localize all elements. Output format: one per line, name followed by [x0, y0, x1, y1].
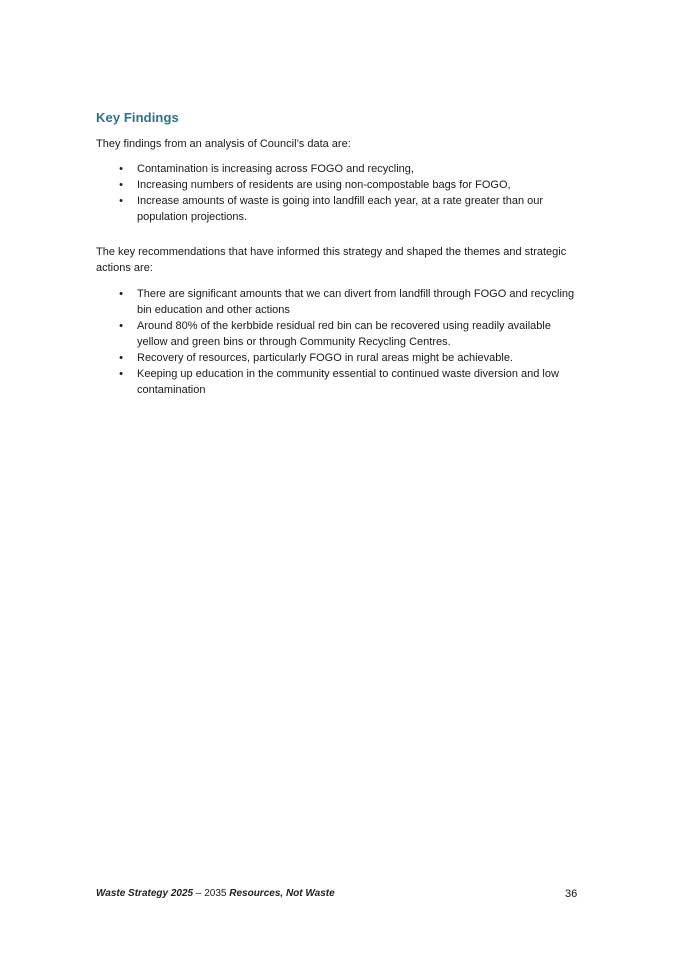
list-item — [96, 177, 576, 193]
finding-text: Increasing numbers of residents are using non-compostable bags for FOGO, — [137, 179, 511, 191]
finding-text: Contamination is increasing across FOGO and recycling, — [137, 163, 414, 175]
bullet-icon: • — [119, 320, 123, 332]
bullet-icon: • — [119, 195, 123, 207]
footer-title-part2: Resources, Not Waste — [229, 888, 335, 899]
recommendation-text: Keeping up education in the community essential to continued waste diversion and low contamination — [137, 368, 559, 396]
findings-intro: They findings from an analysis of Council’s data are: — [96, 138, 351, 150]
finding-text: Increase amounts of waste is going into landfill each year, at a rate greater than our population projections. — [137, 195, 544, 223]
recommendations-list — [96, 286, 576, 398]
footer-title — [96, 888, 335, 899]
footer-title-separator: – 2035 — [193, 888, 230, 899]
bullet-icon: • — [119, 163, 123, 175]
bullet-icon: • — [119, 288, 123, 300]
list-item — [96, 366, 576, 398]
list-item — [96, 286, 576, 318]
bullet-icon: • — [119, 368, 123, 380]
findings-list — [96, 161, 576, 225]
list-item — [96, 318, 576, 350]
bullet-icon: • — [119, 352, 123, 364]
recommendation-text: There are significant amounts that we can divert from landfill through FOGO and recycling bin education and other actions — [137, 288, 575, 316]
bullet-icon: • — [119, 179, 123, 191]
recommendations-intro: The key recommendations that have informed this strategy and shaped the themes and strategic actions are: — [96, 246, 567, 274]
list-item — [96, 193, 576, 225]
recommendation-text: Around 80% of the kerbbide residual red bin can be recovered using readily available yellow and green bins or through Community Recycling Centres. — [137, 320, 551, 348]
recommendation-text: Recovery of resources, particularly FOGO in rural areas might be achievable. — [137, 352, 513, 364]
list-item — [96, 161, 576, 177]
footer-title-part1: Waste Strategy 2025 — [96, 888, 194, 899]
list-item — [96, 350, 576, 366]
section-heading: Key Findings — [96, 110, 179, 125]
page-number: 36 — [565, 888, 578, 900]
